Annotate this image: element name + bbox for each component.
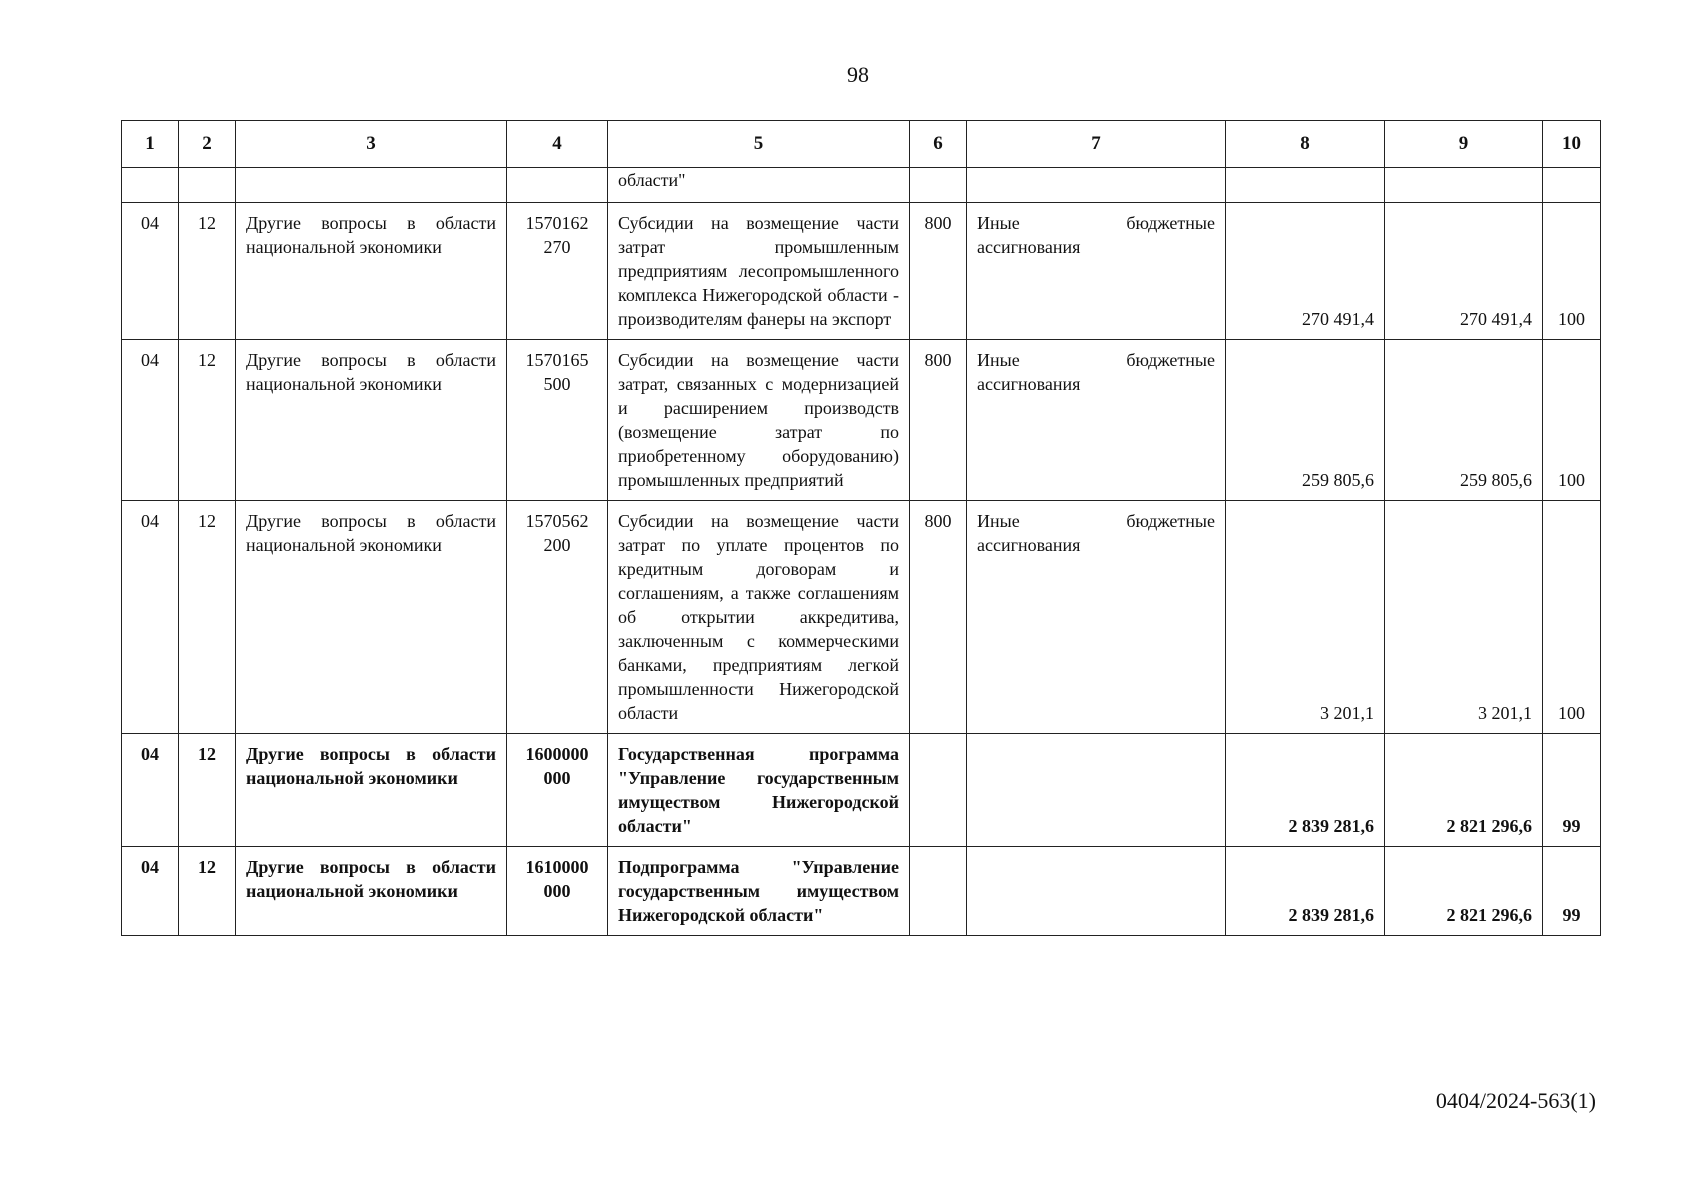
planned-amount-cell: 2 839 281,6 bbox=[1226, 847, 1385, 936]
target-code-cell: 1570562 200 bbox=[507, 501, 608, 734]
subsection-code-cell: 12 bbox=[179, 501, 236, 734]
header-row bbox=[122, 121, 1601, 168]
document-code: 0404/2024-563(1) bbox=[1435, 1088, 1596, 1113]
header-cell: 4 bbox=[507, 121, 608, 168]
budget-table bbox=[121, 120, 1601, 936]
percent-cell: 99 bbox=[1543, 734, 1601, 847]
description-cell: Подпрограмма "Управление государственным имуществом Нижегородской области" bbox=[608, 847, 910, 936]
section-code-cell: 04 bbox=[122, 734, 179, 847]
actual-amount-cell: 2 821 296,6 bbox=[1385, 734, 1543, 847]
header-cell: 7 bbox=[967, 121, 1226, 168]
expense-type-code-cell bbox=[910, 847, 967, 936]
planned-amount-cell: 259 805,6 bbox=[1226, 340, 1385, 501]
percent-cell: 100 bbox=[1543, 203, 1601, 340]
header-cell: 6 bbox=[910, 121, 967, 168]
header-cell: 9 bbox=[1385, 121, 1543, 168]
expense-type-name-cell: Иные бюджетные ассигнования bbox=[967, 340, 1226, 501]
section-name-cell: Другие вопросы в области национальной экономики bbox=[236, 501, 507, 734]
expense-type-code-cell bbox=[910, 734, 967, 847]
percent-cell: 100 bbox=[1543, 340, 1601, 501]
subsection-code-cell: 12 bbox=[179, 734, 236, 847]
planned-amount-cell: 270 491,4 bbox=[1226, 203, 1385, 340]
percent-cell: 100 bbox=[1543, 501, 1601, 734]
table-row bbox=[122, 847, 1601, 936]
section-code-cell: 04 bbox=[122, 203, 179, 340]
table-row bbox=[122, 340, 1601, 501]
actual-amount-cell: 3 201,1 bbox=[1385, 501, 1543, 734]
target-code-cell: 1610000 000 bbox=[507, 847, 608, 936]
subsection-code-cell: 12 bbox=[179, 340, 236, 501]
actual-amount-cell: 2 821 296,6 bbox=[1385, 847, 1543, 936]
section-name-cell: Другие вопросы в области национальной экономики bbox=[236, 847, 507, 936]
header-cell: 8 bbox=[1226, 121, 1385, 168]
description-cell: Субсидии на возмещение части затрат, связанных с модернизацией и расширением производств (возмещение затрат по приобретенному оборудованию) промышленных предприятий bbox=[608, 340, 910, 501]
expense-type-code-cell: 800 bbox=[910, 501, 967, 734]
section-code-cell: 04 bbox=[122, 847, 179, 936]
description-cell: Субсидии на возмещение части затрат по уплате процентов по кредитным договорам и соглашениям, а также соглашениям об открытии аккредитива, заключенным с коммерческими банками, предприятиям легкой промышленности Нижегородской области bbox=[608, 501, 910, 734]
expense-type-name-cell bbox=[967, 734, 1226, 847]
section-name-cell: Другие вопросы в области национальной экономики bbox=[236, 203, 507, 340]
header-cell: 3 bbox=[236, 121, 507, 168]
expense-type-code-cell: 800 bbox=[910, 203, 967, 340]
expense-type-code-cell: 800 bbox=[910, 340, 967, 501]
actual-amount-cell: 259 805,6 bbox=[1385, 340, 1543, 501]
description-cell: области" bbox=[608, 168, 910, 203]
planned-amount-cell: 2 839 281,6 bbox=[1226, 734, 1385, 847]
subsection-code-cell: 12 bbox=[179, 847, 236, 936]
target-code-cell: 1600000 000 bbox=[507, 734, 608, 847]
section-code-cell: 04 bbox=[122, 340, 179, 501]
header-cell: 1 bbox=[122, 121, 179, 168]
planned-amount-cell: 3 201,1 bbox=[1226, 501, 1385, 734]
target-code-cell: 1570165 500 bbox=[507, 340, 608, 501]
header-cell: 5 bbox=[608, 121, 910, 168]
table-row bbox=[122, 734, 1601, 847]
header-cell: 2 bbox=[179, 121, 236, 168]
table-row bbox=[122, 501, 1601, 734]
expense-type-name-cell bbox=[967, 847, 1226, 936]
percent-cell: 99 bbox=[1543, 847, 1601, 936]
description-cell: Субсидии на возмещение части затрат промышленным предприятиям лесопромышленного комплекса Нижегородской области - производителям фанеры на экспорт bbox=[608, 203, 910, 340]
target-code-cell: 1570162 270 bbox=[507, 203, 608, 340]
subsection-code-cell: 12 bbox=[179, 203, 236, 340]
description-cell: Государственная программа "Управление государственным имуществом Нижегородской области" bbox=[608, 734, 910, 847]
page-number: 98 bbox=[847, 62, 869, 87]
section-code-cell: 04 bbox=[122, 501, 179, 734]
header-cell: 10 bbox=[1543, 121, 1601, 168]
section-name-cell: Другие вопросы в области национальной экономики bbox=[236, 340, 507, 501]
section-name-cell: Другие вопросы в области национальной экономики bbox=[236, 734, 507, 847]
table-row bbox=[122, 203, 1601, 340]
actual-amount-cell: 270 491,4 bbox=[1385, 203, 1543, 340]
expense-type-name-cell: Иные бюджетные ассигнования bbox=[967, 203, 1226, 340]
expense-type-name-cell: Иные бюджетные ассигнования bbox=[967, 501, 1226, 734]
continuation-row bbox=[122, 168, 1601, 203]
